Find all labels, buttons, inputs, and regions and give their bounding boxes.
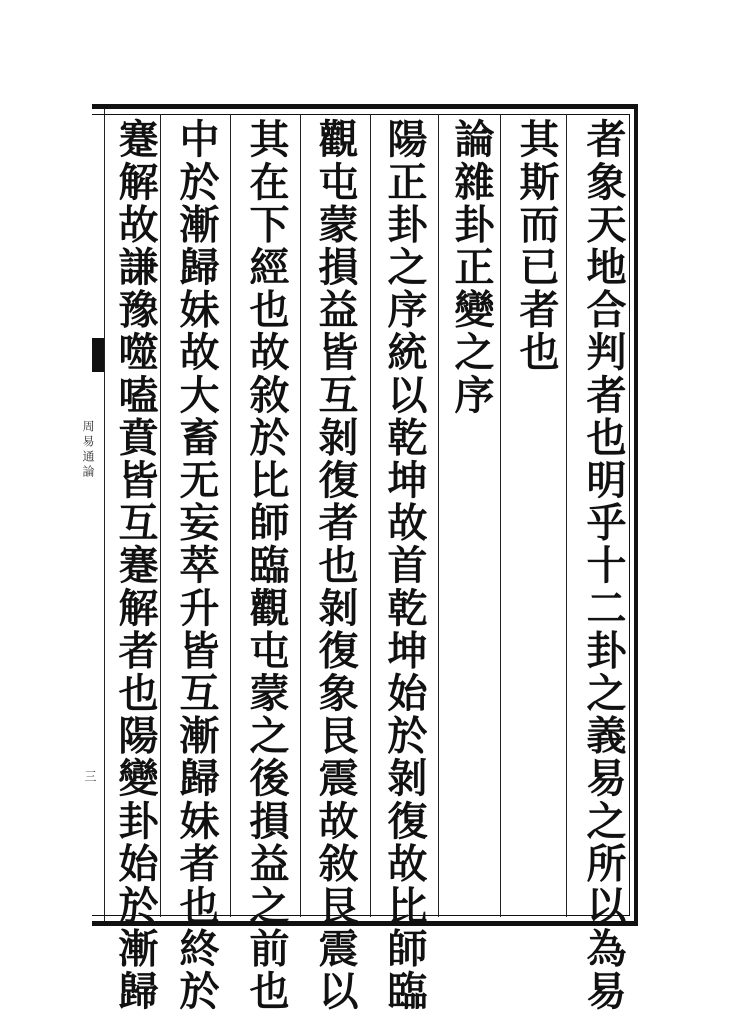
text-column-3-heading: 論雜卦正變之序 xyxy=(448,118,495,417)
column-divider xyxy=(230,114,231,917)
text-column-6: 其在下經也故敘於比師臨觀屯蒙之後損益之前也 xyxy=(243,118,290,1013)
text-column-4: 陽正卦之序統以乾坤故首乾坤始於剝復故比師臨 xyxy=(381,118,428,1013)
text-column-2: 其斯而已者也 xyxy=(513,118,560,374)
text-column-7: 中於漸歸妹故大畜无妄萃升皆互漸歸妹者也終於 xyxy=(173,118,220,1013)
fold-book-title: 周易通論 xyxy=(81,420,95,480)
text-column-8: 蹇解故謙豫噬嗑賁皆互蹇解者也陽變卦始於漸歸 xyxy=(112,118,159,1013)
column-divider xyxy=(438,114,439,917)
column-divider xyxy=(300,114,301,917)
column-divider xyxy=(370,114,371,917)
text-column-1: 者象天地合判者也明乎十二卦之義易之所以為易 xyxy=(580,118,627,1013)
fold-page-number: 三 xyxy=(83,770,97,782)
text-column-5: 觀屯蒙損益皆互剝復者也剝復象艮震故敘艮震以 xyxy=(312,118,359,1013)
